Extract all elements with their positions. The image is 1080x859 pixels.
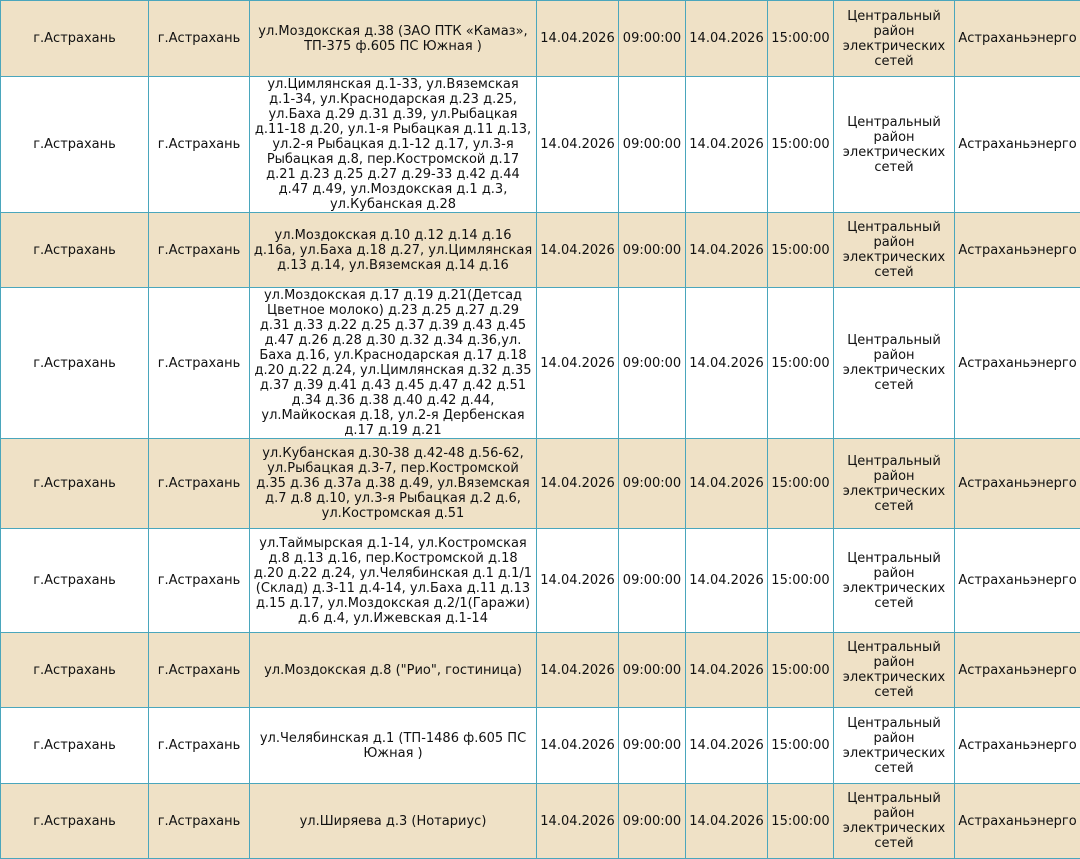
start-date-cell: 14.04.2026 xyxy=(537,784,619,859)
district-cell: г.Астрахань xyxy=(1,288,149,439)
start-date-cell: 14.04.2026 xyxy=(537,288,619,439)
organization-cell: Астраханьэнерго xyxy=(955,439,1080,529)
locality-cell: г.Астрахань xyxy=(149,1,250,77)
organization-cell: Астраханьэнерго xyxy=(955,77,1080,213)
end-date-cell: 14.04.2026 xyxy=(686,439,768,529)
table-row xyxy=(1,439,1080,529)
district-cell: г.Астрахань xyxy=(1,213,149,288)
table-row xyxy=(1,708,1080,784)
start-time-cell: 09:00:00 xyxy=(619,708,686,784)
address-cell: ул.Моздокская д.8 ("Рио", гостиница) xyxy=(250,633,537,708)
end-date-cell: 14.04.2026 xyxy=(686,288,768,439)
start-time-cell: 09:00:00 xyxy=(619,288,686,439)
locality-cell: г.Астрахань xyxy=(149,439,250,529)
table-row xyxy=(1,633,1080,708)
address-cell: ул.Цимлянская д.1-33, ул.Вяземская д.1-34, ул.Краснодарская д.23 д.25, ул.Баха д.29 д.31 д.39, ул.Рыбацкая д.11-18 д.20, ул.1-я Рыбацкая д.11 д.13, ул.2-я Рыбацкая д.1-12 д.17, ул.3-я Рыбацкая д.8, пер.Костромской д.17 д.21 д.23 д.25 д.27 д.29-33 д.42 д.44 д.47 д.49, ул.Моздокская д.1 д.3, ул.Кубанская д.28 xyxy=(250,77,537,213)
organization-cell: Астраханьэнерго xyxy=(955,708,1080,784)
table-row xyxy=(1,77,1080,213)
end-date-cell: 14.04.2026 xyxy=(686,1,768,77)
department-cell: Центральный район электрических сетей xyxy=(834,708,955,784)
department-cell: Центральный район электрических сетей xyxy=(834,439,955,529)
end-time-cell: 15:00:00 xyxy=(768,529,834,633)
address-cell: ул.Таймырская д.1-14, ул.Костромская д.8 д.13 д.16, пер.Костромской д.18 д.20 д.22 д.24, ул.Челябинская д.1 д.1/1 (Склад) д.3-11 д.4-14, ул.Баха д.11 д.13 д.15 д.17, ул.Моздокская д.2/1(Гаражи) д.6 д.4, ул.Ижевская д.1-14 xyxy=(250,529,537,633)
organization-cell: Астраханьэнерго xyxy=(955,784,1080,859)
end-time-cell: 15:00:00 xyxy=(768,633,834,708)
end-time-cell: 15:00:00 xyxy=(768,439,834,529)
start-date-cell: 14.04.2026 xyxy=(537,708,619,784)
end-date-cell: 14.04.2026 xyxy=(686,213,768,288)
end-time-cell: 15:00:00 xyxy=(768,213,834,288)
department-cell: Центральный район электрических сетей xyxy=(834,1,955,77)
table-row xyxy=(1,784,1080,859)
locality-cell: г.Астрахань xyxy=(149,529,250,633)
address-cell: ул.Кубанская д.30-38 д.42-48 д.56-62, ул.Рыбацкая д.3-7, пер.Костромской д.35 д.36 д.37а д.38 д.49, ул.Вяземская д.7 д.8 д.10, ул.3-я Рыбацкая д.2 д.6, ул.Костромская д.51 xyxy=(250,439,537,529)
department-cell: Центральный район электрических сетей xyxy=(834,529,955,633)
organization-cell: Астраханьэнерго xyxy=(955,288,1080,439)
end-time-cell: 15:00:00 xyxy=(768,784,834,859)
locality-cell: г.Астрахань xyxy=(149,708,250,784)
end-time-cell: 15:00:00 xyxy=(768,1,834,77)
locality-cell: г.Астрахань xyxy=(149,784,250,859)
start-date-cell: 14.04.2026 xyxy=(537,529,619,633)
organization-cell: Астраханьэнерго xyxy=(955,213,1080,288)
department-cell: Центральный район электрических сетей xyxy=(834,633,955,708)
end-time-cell: 15:00:00 xyxy=(768,288,834,439)
start-date-cell: 14.04.2026 xyxy=(537,633,619,708)
locality-cell: г.Астрахань xyxy=(149,213,250,288)
district-cell: г.Астрахань xyxy=(1,633,149,708)
address-cell: ул.Моздокская д.38 (ЗАО ПТК «Камаз», ТП-375 ф.605 ПС Южная ) xyxy=(250,1,537,77)
start-date-cell: 14.04.2026 xyxy=(537,1,619,77)
organization-cell: Астраханьэнерго xyxy=(955,529,1080,633)
end-time-cell: 15:00:00 xyxy=(768,77,834,213)
table-row xyxy=(1,213,1080,288)
district-cell: г.Астрахань xyxy=(1,529,149,633)
table-row xyxy=(1,1,1080,77)
start-date-cell: 14.04.2026 xyxy=(537,439,619,529)
end-date-cell: 14.04.2026 xyxy=(686,77,768,213)
end-date-cell: 14.04.2026 xyxy=(686,529,768,633)
department-cell: Центральный район электрических сетей xyxy=(834,288,955,439)
locality-cell: г.Астрахань xyxy=(149,77,250,213)
organization-cell: Астраханьэнерго xyxy=(955,633,1080,708)
address-cell: ул.Челябинская д.1 (ТП-1486 ф.605 ПС Южная ) xyxy=(250,708,537,784)
district-cell: г.Астрахань xyxy=(1,784,149,859)
end-time-cell: 15:00:00 xyxy=(768,708,834,784)
table-row xyxy=(1,529,1080,633)
end-date-cell: 14.04.2026 xyxy=(686,708,768,784)
start-time-cell: 09:00:00 xyxy=(619,633,686,708)
organization-cell: Астраханьэнерго xyxy=(955,1,1080,77)
start-time-cell: 09:00:00 xyxy=(619,77,686,213)
address-cell: ул.Моздокская д.17 д.19 д.21(Детсад Цветное молоко) д.23 д.25 д.27 д.29 д.31 д.33 д.22 д.25 д.37 д.39 д.43 д.45 д.47 д.26 д.28 д.30 д.32 д.34 д.36,ул. Баха д.16, ул.Краснодарская д.17 д.18 д.20 д.22 д.24, ул.Цимлянская д.32 д.35 д.37 д.39 д.41 д.43 д.45 д.47 д.42 д.51 д.34 д.36 д.38 д.40 д.42 д.44, ул.Майкоская д.18, ул.2-я Дербенская д.17 д.19 д.21 xyxy=(250,288,537,439)
locality-cell: г.Астрахань xyxy=(149,288,250,439)
start-time-cell: 09:00:00 xyxy=(619,529,686,633)
end-date-cell: 14.04.2026 xyxy=(686,784,768,859)
address-cell: ул.Ширяева д.3 (Нотариус) xyxy=(250,784,537,859)
start-time-cell: 09:00:00 xyxy=(619,1,686,77)
department-cell: Центральный район электрических сетей xyxy=(834,784,955,859)
start-time-cell: 09:00:00 xyxy=(619,213,686,288)
end-date-cell: 14.04.2026 xyxy=(686,633,768,708)
table-row xyxy=(1,288,1080,439)
start-date-cell: 14.04.2026 xyxy=(537,213,619,288)
district-cell: г.Астрахань xyxy=(1,708,149,784)
department-cell: Центральный район электрических сетей xyxy=(834,77,955,213)
start-date-cell: 14.04.2026 xyxy=(537,77,619,213)
district-cell: г.Астрахань xyxy=(1,77,149,213)
address-cell: ул.Моздокская д.10 д.12 д.14 д.16 д.16а, ул.Баха д.18 д.27, ул.Цимлянская д.13 д.14, ул.Вяземская д.14 д.16 xyxy=(250,213,537,288)
start-time-cell: 09:00:00 xyxy=(619,784,686,859)
department-cell: Центральный район электрических сетей xyxy=(834,213,955,288)
district-cell: г.Астрахань xyxy=(1,439,149,529)
district-cell: г.Астрахань xyxy=(1,1,149,77)
locality-cell: г.Астрахань xyxy=(149,633,250,708)
start-time-cell: 09:00:00 xyxy=(619,439,686,529)
